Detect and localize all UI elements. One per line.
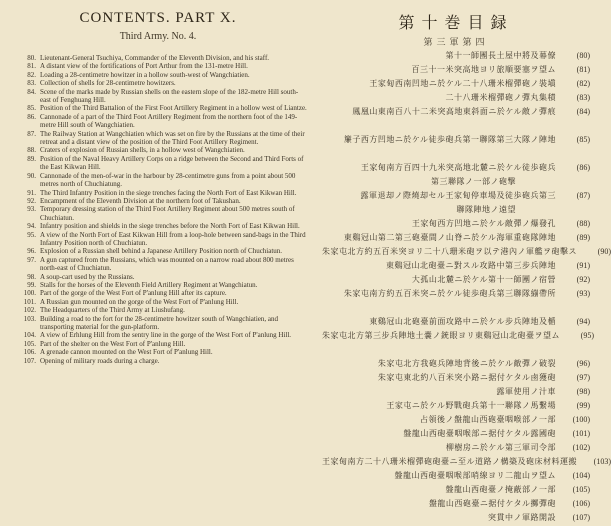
english-entry bbox=[8, 197, 308, 205]
japanese-entry bbox=[322, 92, 590, 106]
japanese-entry-number: (81) bbox=[576, 65, 590, 74]
japanese-entry bbox=[322, 470, 590, 484]
entry-number: 103. bbox=[23, 314, 36, 323]
english-entry bbox=[8, 54, 308, 62]
japanese-entry-number: (84) bbox=[576, 107, 590, 116]
entry-number: 86. bbox=[27, 112, 36, 121]
english-entry bbox=[8, 222, 308, 230]
english-entry bbox=[8, 281, 308, 289]
japanese-entry-number: (102) bbox=[572, 443, 590, 452]
japanese-entry-text: 突貫中ノ軍路開設 bbox=[488, 513, 556, 522]
japanese-entry bbox=[322, 302, 590, 316]
japanese-entry-number: (107) bbox=[572, 513, 590, 522]
japanese-entry-number: (101) bbox=[572, 429, 590, 438]
entry-number: 87. bbox=[27, 129, 36, 138]
english-entry bbox=[8, 231, 308, 248]
entry-text: A view of the North Fort of East Kikwan Hill from a loop-hole between sand-bags in the Third Infantry Position north of Chuchiatun. bbox=[40, 230, 306, 247]
japanese-entry bbox=[322, 456, 611, 470]
english-entry bbox=[8, 79, 308, 87]
japanese-entry-number: (86) bbox=[576, 163, 590, 172]
entry-text: Stalls for the horses of the Eleventh Field Artillery Regiment at Wangchiatun. bbox=[40, 280, 258, 289]
english-entry bbox=[8, 348, 308, 356]
entry-number: 91. bbox=[27, 188, 36, 197]
japanese-entry bbox=[322, 218, 590, 232]
english-entry bbox=[8, 315, 308, 332]
english-entry bbox=[8, 146, 308, 154]
japanese-entry bbox=[322, 414, 590, 428]
entry-text: A distant view of the fortifications of Port Arthur from the 131-metre Hill. bbox=[40, 62, 248, 71]
entry-number: 95. bbox=[27, 230, 36, 239]
japanese-entry-number: (83) bbox=[576, 93, 590, 102]
entry-text: Craters of explosion of Russian shells, in a hollow west of Wangchiatien. bbox=[40, 146, 245, 155]
japanese-entry bbox=[322, 204, 590, 218]
english-entry bbox=[8, 62, 308, 70]
entry-text: A grenade cannon mounted on the West Fort of P'anlung Hill. bbox=[40, 348, 213, 357]
japanese-entry-text: 鳳凰山東南百八十二米突高地東斜面ニ於ケル敵ノ彈痕 bbox=[352, 107, 556, 116]
japanese-entry-text: 王家甸西方凹地ニ於ケル敵彈ノ爆發孔 bbox=[411, 219, 556, 228]
japanese-entry-number: (106) bbox=[572, 499, 590, 508]
japanese-entry-text: 朱家屯南方約五百米突ニ於ケル徒歩砲兵第三聯隊繃帶所 bbox=[343, 289, 556, 298]
english-entry bbox=[8, 172, 308, 189]
japanese-entry-text: 占領後ノ盤龍山西砲臺咽喉部ノ一部 bbox=[420, 415, 556, 424]
japanese-entry-text: 王家甸西南凹地ニ於ケル二十八珊米榴彈砲ノ裝塡 bbox=[369, 79, 556, 88]
entry-text: Infantry position and shields in the siege trenches before the North Fort of East Kikwan Hill. bbox=[40, 222, 300, 231]
entry-number: 88. bbox=[27, 146, 36, 155]
entry-number: 81. bbox=[27, 62, 36, 71]
entry-number: 101. bbox=[23, 297, 36, 306]
japanese-contents bbox=[318, 6, 611, 522]
english-entry bbox=[8, 155, 308, 172]
entry-number: 106. bbox=[23, 348, 36, 357]
japanese-entry bbox=[322, 260, 590, 274]
japanese-entry bbox=[322, 344, 590, 358]
japanese-entry bbox=[322, 162, 590, 176]
entry-number: 82. bbox=[27, 70, 36, 79]
japanese-entry-number: (93) bbox=[576, 289, 590, 298]
entry-number: 83. bbox=[27, 79, 36, 88]
japanese-entry bbox=[322, 358, 590, 372]
entry-text: The Railway Station at Wangchiatien which was set on fire by the Russians at the time of their retreat and a distant view of the position of the Third Foot Artillery Regiment. bbox=[40, 129, 305, 147]
japanese-subtitle: 第三軍第四 bbox=[423, 37, 489, 47]
japanese-entry-number: (80) bbox=[576, 51, 590, 60]
english-entry bbox=[8, 273, 308, 281]
japanese-entry bbox=[322, 442, 590, 456]
english-entry bbox=[8, 247, 308, 255]
english-entry bbox=[8, 289, 308, 297]
entry-text: Part of the shelter on the West Fort of P'anlung Hill. bbox=[40, 339, 186, 348]
japanese-entry-text: 盤龍山西砲臺咽喉部ニ据付ケタル露國砲 bbox=[403, 429, 556, 438]
japanese-entry-text: 東鷄冠山北砲臺ニ對スル攻路中第三步兵陣地 bbox=[386, 261, 556, 270]
entry-number: 85. bbox=[27, 104, 36, 113]
entry-number: 93. bbox=[27, 205, 36, 214]
entry-number: 102. bbox=[23, 306, 36, 315]
japanese-entry bbox=[322, 148, 590, 162]
japanese-entry-text: 二十八珊米榴彈砲ノ彈丸集積 bbox=[445, 93, 556, 102]
entry-number: 104. bbox=[23, 331, 36, 340]
english-entry bbox=[8, 340, 308, 348]
japanese-entry-number: (96) bbox=[576, 359, 590, 368]
japanese-entry-text: 露軍退却ノ際燒却セル王家甸停車場及徒歩砲兵第三 bbox=[360, 191, 556, 200]
japanese-entry-list bbox=[322, 50, 611, 526]
entry-number: 107. bbox=[23, 356, 36, 365]
english-entry bbox=[8, 130, 308, 147]
japanese-entry bbox=[322, 274, 590, 288]
english-entry bbox=[8, 331, 308, 339]
japanese-entry bbox=[322, 330, 594, 344]
japanese-entry bbox=[322, 498, 590, 512]
entry-number: 80. bbox=[27, 54, 36, 62]
entry-text: Position of the Third Battalion of the First Foot Artillery Regiment in a hollow west of Liantze. bbox=[40, 104, 307, 113]
entry-text: The Headquarters of the Third Army at Liushufang. bbox=[40, 306, 185, 315]
entry-text: Explosion of a Russian shell behind a Japanese Artillery Position north of Chuchiatun. bbox=[40, 247, 283, 256]
japanese-entry-text: 第十一師團長土屋中將及幕僚 bbox=[445, 51, 556, 60]
japanese-entry bbox=[322, 64, 590, 78]
english-entry bbox=[8, 256, 308, 273]
entry-text: Position of the Naval Heavy Artillery Corps on a ridge between the Second and Third Forts of the East Kikwan Hill. bbox=[40, 154, 304, 172]
entry-number: 100. bbox=[23, 289, 36, 298]
japanese-entry-number: (104) bbox=[572, 471, 590, 480]
english-entry bbox=[8, 205, 308, 222]
japanese-entry-number: (95) bbox=[580, 331, 594, 340]
english-entry bbox=[8, 104, 308, 112]
english-entry bbox=[8, 71, 308, 79]
japanese-entry bbox=[322, 134, 590, 148]
entry-text: Part of the gorge of the West Fort of P'anlung Hill after its capture. bbox=[40, 289, 227, 298]
japanese-entry-text: 盤龍山西砲臺ノ掩蔽部ノ一部 bbox=[445, 485, 556, 494]
entry-number: 90. bbox=[27, 171, 36, 180]
entry-text: A gun captured from the Russians, which was mounted on a narrow road about 800 metres north-east of Chuchiatun. bbox=[40, 255, 294, 273]
japanese-entry bbox=[322, 232, 590, 246]
japanese-entry-number: (103) bbox=[593, 457, 611, 466]
japanese-entry-text: 朱家屯東北約八百米突小路ニ据付ケタル鹵獲砲 bbox=[377, 373, 556, 382]
entry-text: Scene of the marks made by Russian shells on the eastern slope of the 182-metre Hill south-east of Fenghuang Hill. bbox=[40, 87, 299, 105]
japanese-entry bbox=[322, 190, 590, 204]
entry-text: Loading a 28-centimetre howitzer in a hollow south-west of Wangchiatien. bbox=[40, 70, 250, 79]
japanese-entry-number: (82) bbox=[576, 79, 590, 88]
japanese-entry-text: 王家甸南方百四十九米突高地北麓ニ於ケル徒歩砲兵 bbox=[360, 163, 556, 172]
japanese-entry bbox=[322, 400, 590, 414]
entry-number: 99. bbox=[27, 280, 36, 289]
japanese-entry bbox=[322, 512, 590, 526]
english-entry-list bbox=[8, 54, 308, 365]
english-entry bbox=[8, 357, 308, 365]
japanese-entry-text: 王家屯ニ於ケル野戰砲兵第十一聯隊ノ馬繫場 bbox=[386, 401, 556, 410]
japanese-entry bbox=[322, 106, 590, 120]
japanese-entry-text: 柳樹房ニ於ケル第三軍司令部 bbox=[445, 443, 556, 452]
entry-text: Opening of military roads during a charge. bbox=[40, 356, 160, 365]
entry-number: 96. bbox=[27, 247, 36, 256]
english-entry bbox=[8, 298, 308, 306]
japanese-entry bbox=[322, 386, 590, 400]
japanese-entry bbox=[322, 50, 590, 64]
english-entry bbox=[8, 88, 308, 105]
japanese-entry-number: (100) bbox=[572, 415, 590, 424]
japanese-entry-text: 聯隊陣地ノ遠望 bbox=[456, 205, 516, 214]
english-title: CONTENTS. PART X. bbox=[79, 10, 237, 26]
japanese-entry-text: 東鷄冠山第二第三砲臺間ノ山脊ニ於ケル海軍重砲隊陣地 bbox=[343, 233, 556, 242]
japanese-entry-number: (91) bbox=[576, 261, 590, 270]
japanese-entry-text: 百三十一米突高地ヨリ旅順要塞ヲ望ム bbox=[411, 65, 556, 74]
japanese-entry-text: 盤龍山西砲臺ニ据付ケタル擲彈砲 bbox=[428, 499, 556, 508]
japanese-entry bbox=[322, 246, 611, 260]
japanese-entry-number: (92) bbox=[576, 275, 590, 284]
japanese-entry bbox=[322, 78, 590, 92]
english-entry bbox=[8, 113, 308, 130]
entry-number: 84. bbox=[27, 87, 36, 96]
japanese-entry-number: (88) bbox=[576, 219, 590, 228]
japanese-entry bbox=[322, 288, 590, 302]
japanese-entry bbox=[322, 176, 590, 190]
japanese-entry bbox=[322, 316, 590, 330]
entry-text: Cannonade of the men-of-war in the harbour by 28-centimetre guns from a point about 500 metres north of Chuchiatung. bbox=[40, 171, 296, 189]
entry-number: 92. bbox=[27, 196, 36, 205]
japanese-entry-text: 王家甸南方二十八珊米榴彈砲砲臺ニ至ル道路ノ構築及砲床材料運搬 bbox=[322, 457, 577, 466]
entry-text: Cannonade of a part of the Third Foot Artillery Regiment from the northern foot of the 149-metre Hill south of Wangchiatien. bbox=[40, 112, 298, 130]
japanese-entry-text: 朱家屯北方約五百米突ヨリ二十八珊米砲ヲ以テ港內ノ軍艦ヲ砲擊ス bbox=[322, 247, 577, 256]
japanese-entry-text: 朱家屯北方我砲兵陣地背後ニ於ケル敵彈ノ破裂 bbox=[377, 359, 556, 368]
entry-number: 98. bbox=[27, 272, 36, 281]
japanese-entry-text: 東鷄冠山北砲臺前面攻路中ニ於ケル步兵陣地及楯 bbox=[369, 317, 556, 326]
japanese-entry-text: 大孤山北麓ニ於ケル第十一師團ノ宿營 bbox=[411, 275, 556, 284]
entry-number: 105. bbox=[23, 339, 36, 348]
japanese-entry-number: (98) bbox=[576, 387, 590, 396]
entry-text: Temporary dressing station of the Third Foot Artillery Regiment about 500 metres south of Chuchiatun. bbox=[40, 205, 295, 222]
japanese-entry-text: 第三聯隊ノ一部ノ砲撃 bbox=[431, 177, 516, 186]
entry-number: 89. bbox=[27, 154, 36, 163]
english-entry bbox=[8, 189, 308, 197]
english-subtitle: Third Army. No. 4. bbox=[119, 31, 197, 42]
entry-text: The Third Infantry Position in the siege trenches facing the North Fort of East Kikwan Hill. bbox=[40, 188, 297, 197]
english-entry bbox=[8, 306, 308, 314]
japanese-entry-number: (105) bbox=[572, 485, 590, 494]
japanese-entry bbox=[322, 484, 590, 498]
japanese-entry-text: 簾子西方凹地ニ於ケル徒歩砲兵第一聯隊第三大隊ノ陣地 bbox=[343, 135, 556, 144]
japanese-entry-number: (89) bbox=[576, 233, 590, 242]
japanese-entry-number: (85) bbox=[576, 135, 590, 144]
entry-text: Lieutenant-General Tsuchiya, Commander of the Eleventh Division, and his staff. bbox=[40, 54, 270, 62]
japanese-entry bbox=[322, 372, 590, 386]
entry-text: Encampment of the Eleventh Division at the northern foot of Takushan. bbox=[40, 196, 241, 205]
japanese-entry-number: (90) bbox=[597, 247, 611, 256]
japanese-title: 第十巻目録 bbox=[398, 15, 514, 32]
entry-text: Building a road to the fort for the 28-centimetre howitzer south of Wangchiatien, and transporting material for the gun-platform. bbox=[40, 314, 279, 331]
entry-text: Collection of shells for 28-centimetre howitzers. bbox=[40, 79, 176, 88]
japanese-entry bbox=[322, 120, 590, 134]
entry-number: 94. bbox=[27, 222, 36, 231]
japanese-entry-number: (97) bbox=[576, 373, 590, 382]
japanese-entry-number: (94) bbox=[576, 317, 590, 326]
japanese-entry-number: (87) bbox=[576, 191, 590, 200]
japanese-entry-text: 露軍使用ノ汁車 bbox=[496, 387, 556, 396]
entry-text: A Russian gun mounted on the gorge of the West Fort of P'anlung Hill. bbox=[40, 297, 239, 306]
entry-number: 97. bbox=[27, 255, 36, 264]
japanese-entry-text: 朱家屯北方第三步兵陣地土嚢ノ銃眼ヨリ東鷄冠山北砲臺ヲ望ム bbox=[322, 331, 560, 340]
entry-text: A soup-cart used by the Russians. bbox=[40, 272, 135, 281]
japanese-entry bbox=[322, 428, 590, 442]
entry-text: A view of Erhlung Hill from the sentry line in the gorge of the West Fort of P'anlung Hill. bbox=[40, 331, 292, 340]
japanese-entry-number: (99) bbox=[576, 401, 590, 410]
japanese-entry-text: 盤龍山西砲臺咽喉部哨線ヨリ二龍山ヲ望ム bbox=[394, 471, 556, 480]
english-contents bbox=[8, 8, 308, 476]
